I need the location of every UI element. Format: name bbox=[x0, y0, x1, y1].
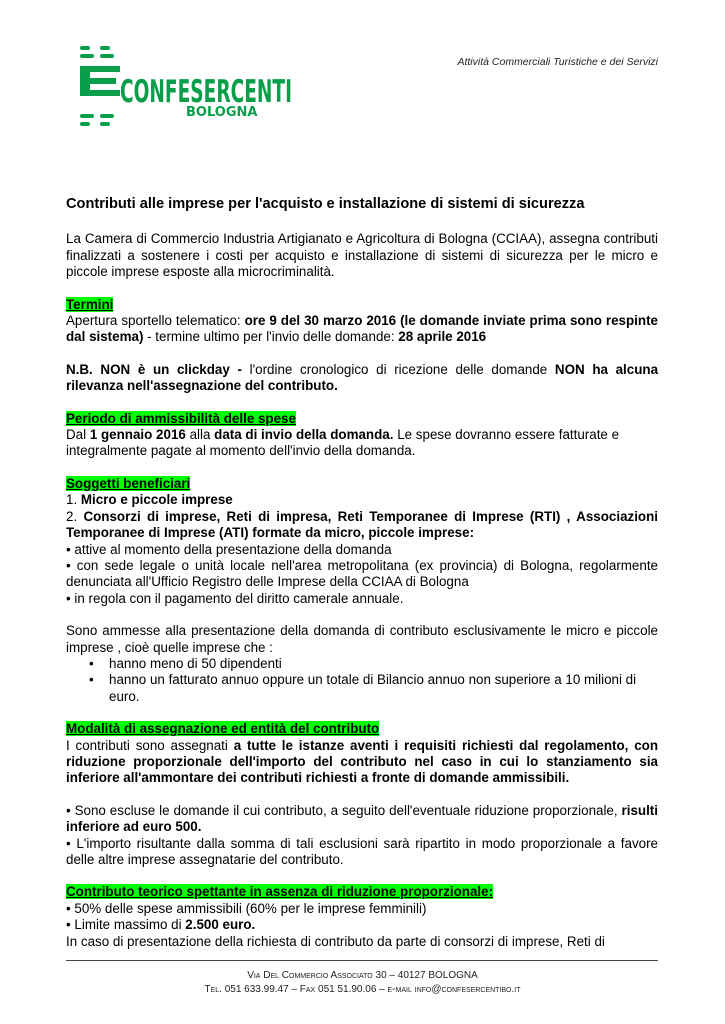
section-heading-soggetti: Soggetti beneficiari bbox=[66, 475, 191, 491]
section-heading-termini: Termini bbox=[66, 296, 114, 312]
teorico-bullet-2: • Limite massimo di 2.500 euro. bbox=[66, 917, 256, 933]
footer-contacts: Tel. 051 633.99.47 – Fax 051 51.90.06 – e-mail info@confesercentibo.it bbox=[204, 984, 521, 995]
list-item: • hanno un fatturato annuo oppure un totale di Bilancio annuo non superiore a 10 milioni di euro. bbox=[109, 672, 658, 705]
section-heading-periodo: Periodo di ammissibilità delle spese bbox=[66, 410, 296, 426]
ammesse-list bbox=[66, 656, 658, 705]
termini-paragraph: Apertura sportello telematico: ore 9 del 30 marzo 2016 (le domande inviate prima sono respinte dal sistema) - termine ultimo per l'invio delle domande: 28 aprile 2016 bbox=[66, 313, 658, 345]
soggetti-bullet-2: • con sede legale o unità locale nell'area metropolitana (ex provincia) di Bologna, regolarmente denunciata all'Ufficio Registro delle Imprese della CCIAA di Bologna bbox=[66, 557, 658, 590]
soggetti-bullet-3: • in regola con il pagamento del diritto camerale annuale. bbox=[66, 590, 404, 606]
soggetti-item-1: 1. Micro e piccole imprese bbox=[66, 492, 233, 508]
list-item: • hanno meno di 50 dipendenti bbox=[109, 656, 658, 672]
teorico-bullet-1: • 50% delle spese ammissibili (60% per le imprese femminili) bbox=[66, 900, 427, 916]
ripartizione-paragraph: • L'importo risultante dalla somma di tali esclusioni sarà ripartito in modo proporzionale a favore delle altre imprese assegnatarie del contributo. bbox=[66, 835, 658, 867]
teorico-paragraph: In caso di presentazione della richiesta di contributo da parte di consorzi di imprese, Reti di bbox=[66, 933, 605, 949]
periodo-paragraph: Dal 1 gennaio 2016 alla data di invio della domanda. Le spese dovranno essere fatturate e integralmente pagate al momento dell'invio della domanda. bbox=[66, 427, 620, 459]
footer-divider bbox=[66, 960, 658, 961]
header-tagline: Attività Commerciali Turistiche e dei Servizi bbox=[457, 56, 658, 68]
page-title: Contributi alle imprese per l'acquisto e installazione di sistemi di sicurezza bbox=[66, 196, 585, 212]
confesercenti-logo bbox=[78, 42, 298, 132]
logo-subtext: BOLOGNA bbox=[186, 105, 258, 120]
soggetti-bullet-1: • attive al momento della presentazione della domanda bbox=[66, 541, 392, 557]
document-body bbox=[66, 196, 658, 950]
soggetti-item-2: 2. Consorzi di imprese, Reti di impresa, Reti Temporanee di Imprese (RTI) , Associazioni Temporanee di Imprese (ATI) formate da micro, piccole imprese: bbox=[66, 508, 659, 541]
logo-text: CONFESERCENTI bbox=[120, 74, 292, 110]
footer-address: Via Del Commercio Associato 30 – 40127 BOLOGNA bbox=[247, 970, 478, 981]
esclusioni-paragraph: • Sono escluse le domande il cui contributo, a seguito dell'eventuale riduzione proporzionale, risulti inferiore ad euro 500. bbox=[66, 802, 658, 835]
ammesse-paragraph: Sono ammesse alla presentazione della domanda di contributo esclusivamente le micro e piccole imprese , cioè quelle imprese che : bbox=[66, 623, 658, 655]
intro-paragraph: La Camera di Commercio Industria Artigianato e Agricoltura di Bologna (CCIAA), assegna contributi finalizzati a sostenere i costi per acquisto e installazione di sistemi di sicurezza per le micro e piccole imprese esposte alla microcriminalità. bbox=[66, 231, 658, 280]
modalita-paragraph: I contributi sono assegnati a tutte le istanze aventi i requisiti richiesti dal regolamento, con riduzione proporzionale dell'importo del contributo nel caso in cui lo stanziamento sia inferiore all'ammontare dei contributi richiesti a fronte di domande ammissibili. bbox=[66, 737, 659, 786]
section-heading-modalita: Modalità di assegnazione ed entità del contributo bbox=[66, 721, 380, 737]
nb-paragraph: N.B. NON è un clickday - l'ordine cronologico di ricezione delle domande NON ha alcuna rilevanza nell'assegnazione del contributo. bbox=[66, 361, 659, 394]
section-heading-teorico: Contributo teorico spettante in assenza di riduzione proporzionale: bbox=[66, 884, 494, 900]
